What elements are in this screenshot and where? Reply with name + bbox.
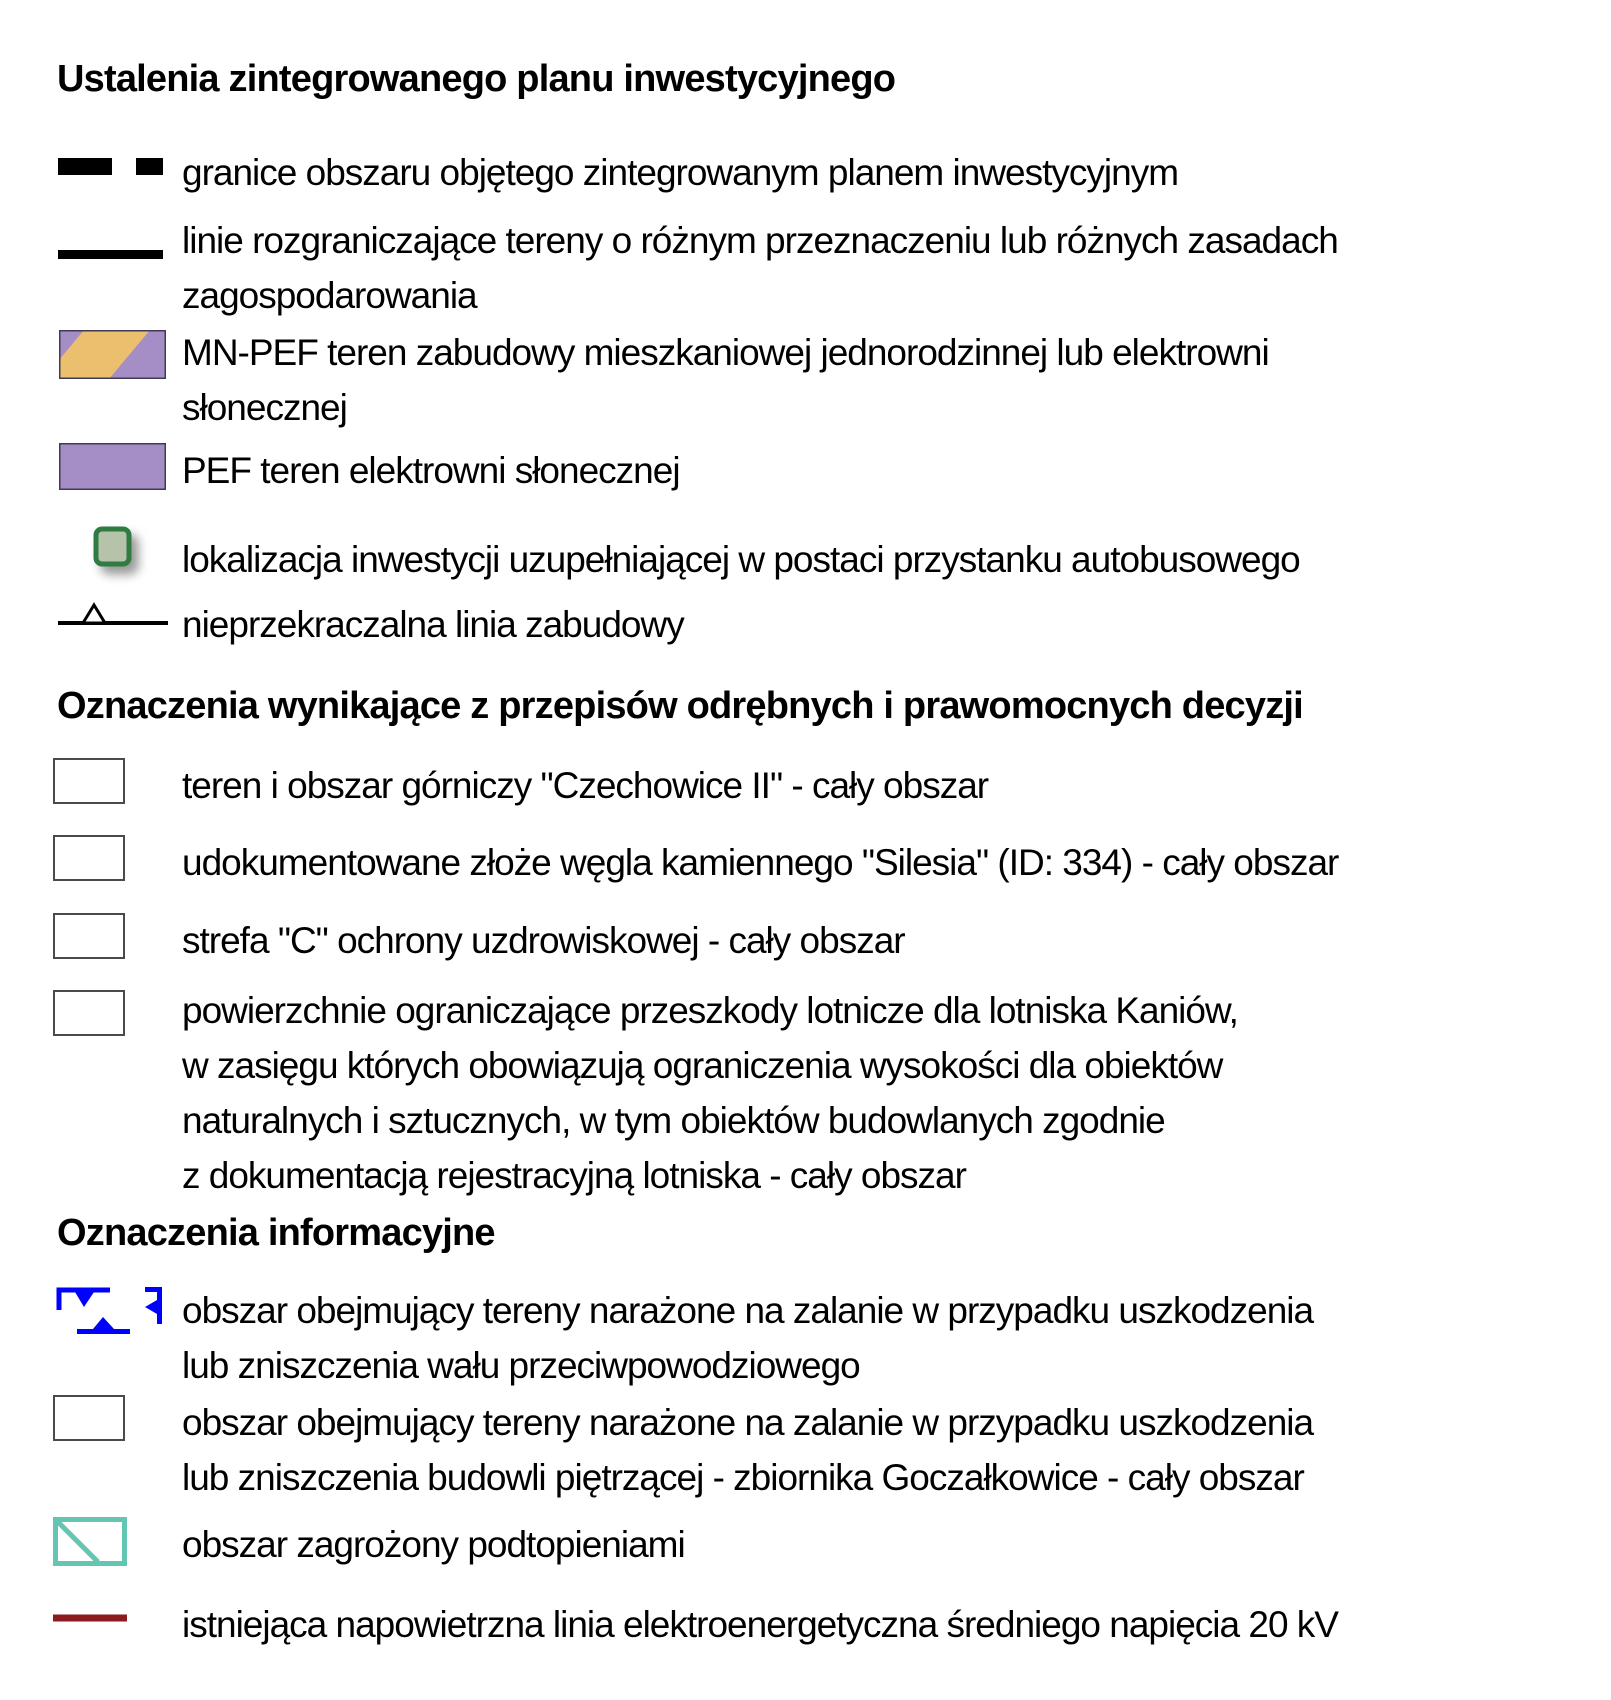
legend-label: MN-PEF teren zabudowy mieszkaniowej jednorodzinnej lub elektrowni słonecznej (182, 332, 1269, 428)
legend-item (53, 758, 988, 813)
building-limit-line-symbol (53, 597, 182, 637)
waterlogging-area-symbol (53, 1517, 182, 1566)
legend-item (53, 443, 680, 498)
outline-box-symbol (53, 758, 182, 804)
section-heading-regulations: Oznaczenia wynikające z przepisów odrębnych i prawomocnych decyzji (57, 685, 1303, 727)
legend-item (53, 1283, 1313, 1393)
bus-stop-marker (53, 532, 182, 576)
legend-item (53, 1517, 685, 1572)
outline-box-symbol (53, 913, 182, 959)
legend-item (53, 1597, 1338, 1652)
section-heading-plan: Ustalenia zintegrowanego planu inwestycyjnego (57, 58, 896, 100)
legend-label: granice obszaru objętego zintegrowanym planem inwestycyjnym (182, 152, 1179, 193)
legend-label: obszar obejmujący tereny narażone na zalanie w przypadku uszkodzenia lub zniszczenia budowli piętrzącej - zbiornika Goczałkowice - cały obszar (182, 1402, 1314, 1498)
power-line-20kv-symbol (53, 1597, 182, 1622)
flood-levee-boundary-symbol (53, 1283, 182, 1340)
legend-item (53, 532, 1300, 587)
legend-item (53, 213, 1338, 323)
plan-boundary-dashed-line-symbol (53, 145, 182, 175)
legend-label: udokumentowane złoże węgla kamiennego "Silesia" (ID: 334) - cały obszar (182, 842, 1339, 883)
legend-label: obszar zagrożony podtopieniami (182, 1524, 685, 1565)
mn-pef-swatch (53, 325, 182, 379)
legend-label: teren i obszar górniczy "Czechowice II" - cały obszar (182, 765, 989, 806)
pef-swatch (53, 443, 182, 490)
legend-label: obszar obejmujący tereny narażone na zalanie w przypadku uszkodzenia lub zniszczenia wału przeciwpowodziowego (182, 1290, 1314, 1386)
legend-label: PEF teren elektrowni słonecznej (182, 450, 680, 491)
legend-item (53, 597, 684, 652)
legend-item (53, 145, 1178, 200)
legend-label: lokalizacja inwestycji uzupełniającej w postaci przystanku autobusowego (182, 539, 1300, 580)
legend-label: nieprzekraczalna linia zabudowy (182, 604, 684, 645)
legend-item (53, 835, 1338, 890)
legend-label: powierzchnie ograniczające przeszkody lotnicze dla lotniska Kaniów, w zasięgu których obowiązują ograniczenia wysokości dla obiektów naturalnych i sztucznych, w tym obiektów budowlanych zgodnie z dokumentacją rejestracyjną lotniska - cały obszar (182, 990, 1238, 1196)
dividing-line-symbol (53, 213, 182, 259)
legend-item (53, 913, 905, 968)
outline-box-symbol (53, 835, 182, 881)
legend-label: strefa "C" ochrony uzdrowiskowej - cały obszar (182, 920, 905, 961)
legend-label: istniejąca napowietrzna linia elektroenergetyczna średniego napięcia 20 kV (182, 1604, 1338, 1645)
legend-item (53, 983, 1238, 1203)
legend-item (53, 325, 1269, 435)
legend-item (53, 1395, 1313, 1505)
outline-box-symbol (53, 983, 182, 1036)
section-heading-informational: Oznaczenia informacyjne (57, 1212, 495, 1254)
outline-box-symbol (53, 1395, 182, 1441)
legend-label: linie rozgraniczające tereny o różnym przeznaczeniu lub różnych zasadach zagospodarowania (182, 220, 1338, 316)
